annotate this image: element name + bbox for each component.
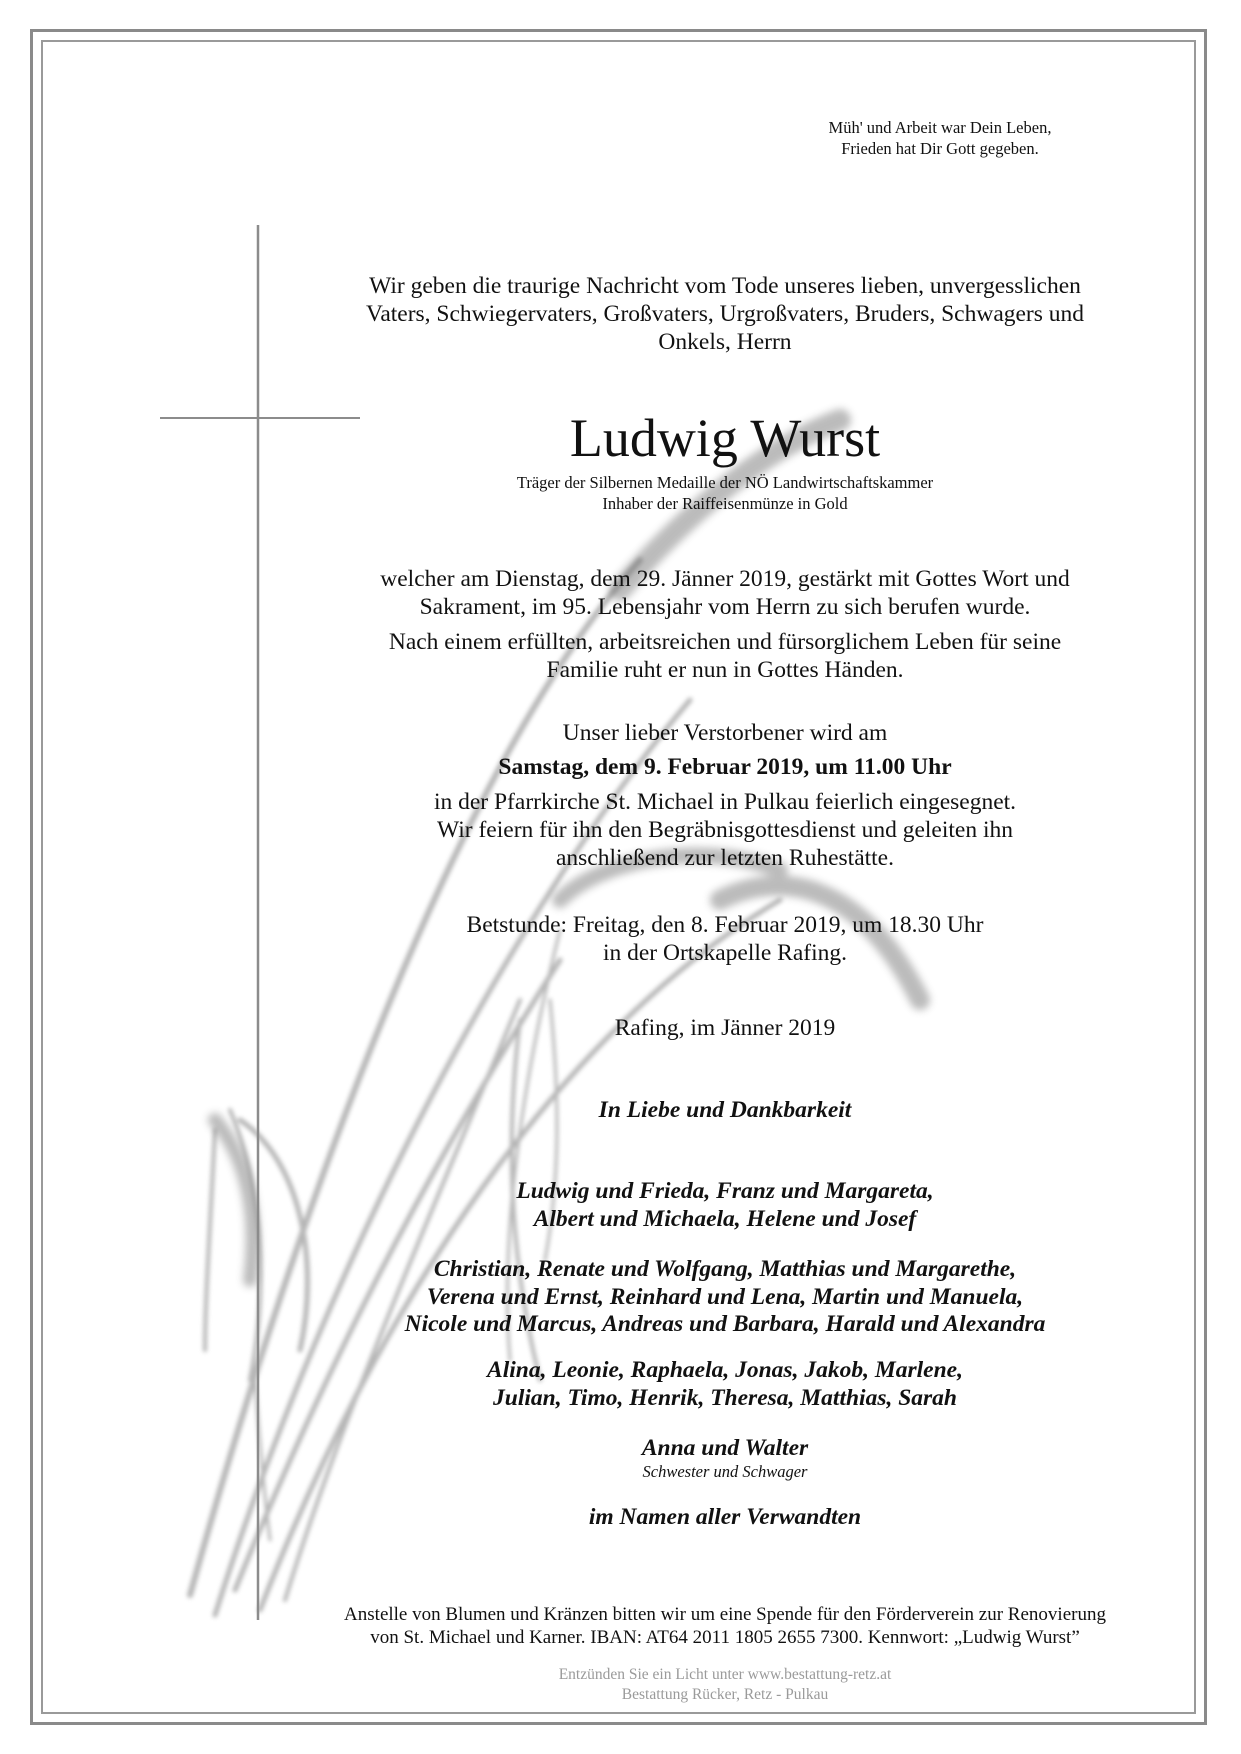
life-statement <box>300 628 1150 684</box>
motto-line: Müh' und Arbeit war Dein Leben, <box>828 118 1052 137</box>
footer-line: Bestattung Rücker, Retz - Pulkau <box>621 1686 829 1703</box>
honor-line: Inhaber der Raiffeisenmünze in Gold <box>602 494 848 513</box>
intro-line: Vaters, Schwiegervaters, Großvaters, Urgroßvaters, Bruders, Schwagers und <box>365 301 1085 327</box>
motto-verse <box>790 117 1090 159</box>
closing-line: im Namen aller Verwandten <box>588 1504 862 1530</box>
mourner-line: Alina, Leonie, Raphaela, Jonas, Jakob, Marlene, <box>487 1357 963 1383</box>
donation-line: Anstelle von Blumen und Kränzen bitten wir um eine Spende für den Förderverein zur Renovierung <box>344 1604 1106 1625</box>
death-line: Sakrament, im 95. Lebensjahr vom Herrn zu sich berufen wurde. <box>419 594 1031 620</box>
mourners-children <box>300 1177 1150 1233</box>
funeral-intro: Unser lieber Verstorbener wird am <box>562 720 888 746</box>
mourner-line: Verena und Ernst, Reinhard und Lena, Martin und Manuela, <box>426 1283 1024 1310</box>
siblings-relation: Schwester und Schwager <box>642 1462 808 1481</box>
deceased-name: Ludwig Wurst <box>569 408 881 468</box>
death-statement <box>300 565 1150 621</box>
mourners-great-grandchildren <box>300 1356 1150 1412</box>
funeral-details <box>300 788 1150 872</box>
announcement-intro <box>300 272 1150 356</box>
mourner-line: Nicole und Marcus, Andreas und Barbara, Harald und Alexandra <box>404 1311 1046 1337</box>
life-line: Nach einem erfüllten, arbeitsreichen und fürsorglichem Leben für seine <box>388 629 1062 655</box>
prayer-hour <box>300 911 1150 967</box>
donation-line: von St. Michael und Karner. IBAN: AT64 2011 1805 2655 7300. Kennwort: „Ludwig Wurst” <box>370 1627 1080 1648</box>
donation-request <box>270 1603 1180 1649</box>
death-line: welcher am Dienstag, dem 29. Jänner 2019, gestärkt mit Gottes Wort und <box>380 566 1070 592</box>
mourner-line: Christian, Renate und Wolfgang, Matthias und Margarethe, <box>433 1256 1017 1282</box>
honor-line: Träger der Silbernen Medaille der NÖ Landwirtschaftskammer <box>516 473 934 492</box>
undertaker-footer <box>400 1665 1050 1705</box>
intro-line: Wir geben die traurige Nachricht vom Tode unseres lieben, unvergesslichen <box>369 273 1081 299</box>
deceased-honors <box>400 472 1050 514</box>
thanks-heading: In Liebe und Dankbarkeit <box>598 1097 852 1123</box>
mourners-siblings: Anna und Walter <box>641 1435 809 1461</box>
funeral-line: Wir feiern für ihn den Begräbnisgottesdienst und geleiten ihn <box>437 817 1013 843</box>
funeral-line: anschließend zur letzten Ruhestätte. <box>555 845 894 871</box>
mourner-line: Julian, Timo, Henrik, Theresa, Matthias, Sarah <box>493 1385 957 1411</box>
mourner-line: Albert und Michaela, Helene und Josef <box>533 1206 917 1232</box>
footer-line: Entzünden Sie ein Licht unter www.bestattung-retz.at <box>558 1666 892 1683</box>
prayer-line: in der Ortskapelle Rafing. <box>602 940 848 966</box>
mourners-grandchildren <box>300 1256 1150 1339</box>
funeral-date: Samstag, dem 9. Februar 2019, um 11.00 Uhr <box>498 754 952 780</box>
place-date: Rafing, im Jänner 2019 <box>614 1015 836 1041</box>
life-line: Familie ruht er nun in Gottes Händen. <box>546 657 904 683</box>
mourner-line: Ludwig und Frieda, Franz und Margareta, <box>516 1178 934 1204</box>
prayer-line: Betstunde: Freitag, den 8. Februar 2019, um 18.30 Uhr <box>466 912 984 938</box>
motto-line: Frieden hat Dir Gott gegeben. <box>841 139 1039 158</box>
intro-line: Onkels, Herrn <box>658 329 792 355</box>
funeral-line: in der Pfarrkirche St. Michael in Pulkau feierlich eingesegnet. <box>433 789 1017 815</box>
